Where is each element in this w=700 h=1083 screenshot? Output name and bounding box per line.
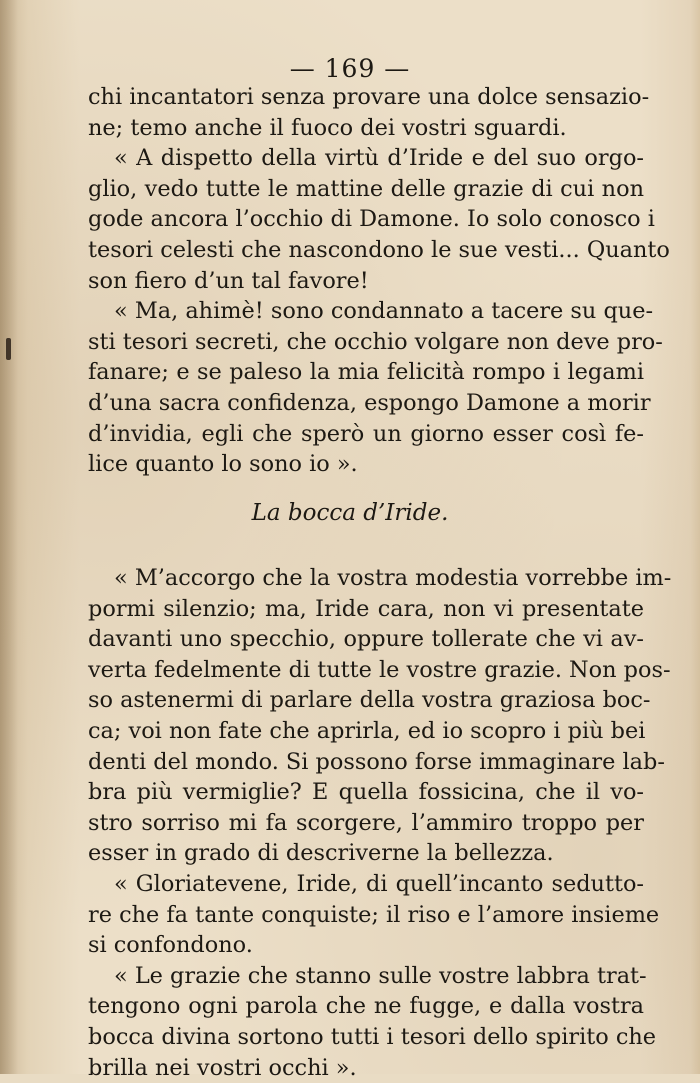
text-line: d’una sacra confidenza, espongo Damone a morir: [88, 388, 644, 419]
page-number: — 169 —: [0, 54, 700, 83]
text-line: verta fedelmente di tutte le vostre grazie. Non pos-: [88, 655, 644, 686]
text-line: « Ma, ahimè! sono condannato a tacere su que-: [88, 296, 644, 327]
text-line: « Le grazie che stanno sulle vostre labbra trat-: [88, 961, 644, 992]
text-line: fanare; e se paleso la mia felicità rompo i legami: [88, 357, 644, 388]
text-line: bocca divina sortono tutti i tesori dello spirito che: [88, 1022, 644, 1053]
text-line: si confondono.: [88, 930, 644, 961]
text-line: so astenermi di parlare della vostra graziosa boc-: [88, 685, 644, 716]
text-line: « A dispetto della virtù d’Iride e del suo orgo-: [88, 143, 644, 174]
text-line: lice quanto lo sono io ».: [88, 449, 644, 480]
text-line: glio, vedo tutte le mattine delle grazie di cui non: [88, 174, 644, 205]
text-line: son fiero d’un tal favore!: [88, 266, 644, 297]
text-block-2: [88, 563, 644, 1083]
text-line: denti del mondo. Si possono forse immaginare lab-: [88, 747, 644, 778]
text-line: stro sorriso mi fa scorgere, l’ammiro troppo per: [88, 808, 644, 839]
text-line: « Gloriatevene, Iride, di quell’incanto seduttо-: [88, 869, 644, 900]
text-line: re che fa tante conquiste; il riso e l’amore insieme: [88, 900, 644, 931]
ink-mark: [6, 338, 11, 360]
text-line: ne; temo anche il fuoco dei vostri sguardi.: [88, 113, 644, 144]
text-line: esser in grado di descriverne la bellezza.: [88, 838, 644, 869]
binding-shadow: [0, 0, 18, 1074]
text-line: ca; voi non fate che aprirla, ed io scopro i più bei: [88, 716, 644, 747]
text-line: tengono ogni parola che ne fugge, e dalla vostra: [88, 991, 644, 1022]
text-line: gode ancora l’occhio di Damone. Io solo conosco i: [88, 204, 644, 235]
text-line: brilla nei vostri occhi ».: [88, 1053, 644, 1083]
text-block-1: [88, 82, 644, 480]
text-line: d’invidia, egli che sperò un giorno esser così fe-: [88, 419, 644, 450]
text-line: pormi silenzio; ma, Iride cara, non vi presentate: [88, 594, 644, 625]
text-line: chi incantatori senza provare una dolce sensazio-: [88, 82, 644, 113]
text-line: tesori celesti che nascondono le sue vesti... Quanto: [88, 235, 644, 266]
text-line: « M’accorgo che la vostra modestia vorrebbe im-: [88, 563, 644, 594]
text-line: bra più vermiglie? E quella fossicina, che il vo-: [88, 777, 644, 808]
text-line: sti tesori secreti, che occhio volgare non deve pro-: [88, 327, 644, 358]
section-title: La bocca d’Iride.: [0, 500, 700, 526]
text-line: davanti uno specchio, oppure tollerate che vi av-: [88, 624, 644, 655]
